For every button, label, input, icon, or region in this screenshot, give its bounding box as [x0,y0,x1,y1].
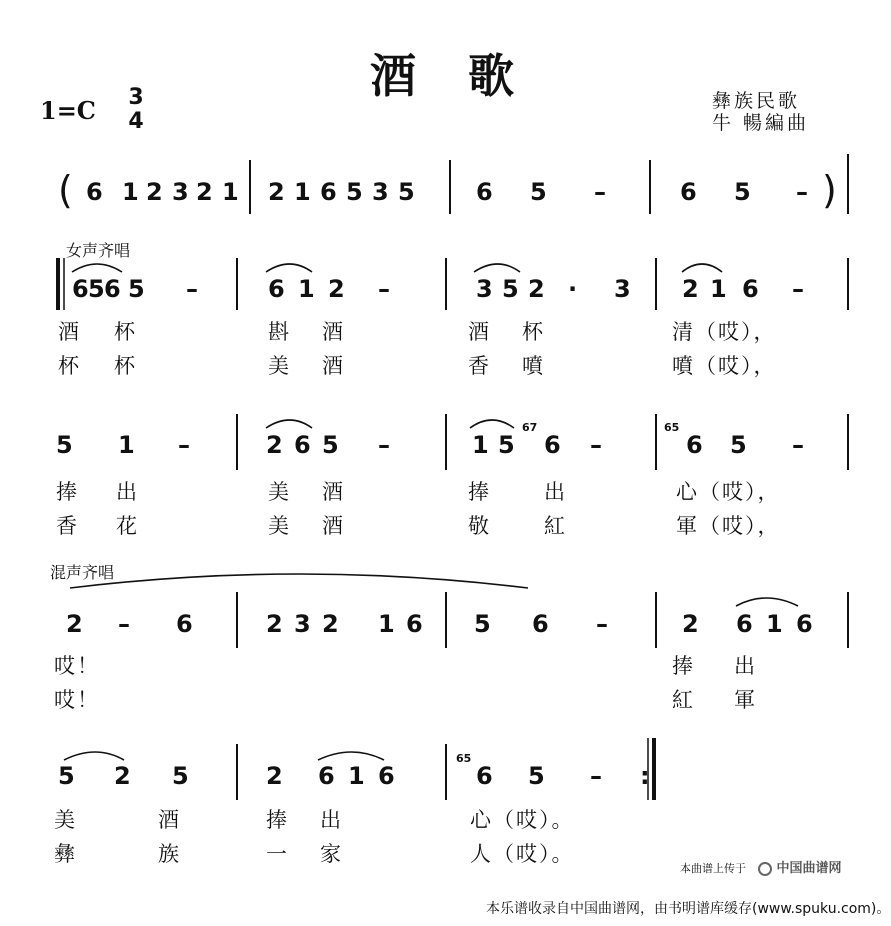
lyric-syllable: 噴 [522,354,545,378]
note: 2 [266,431,283,459]
note: 6 [294,431,311,459]
lyric-syllable: 出 [320,808,343,832]
open-paren: ( [58,168,73,212]
lyric-syllable: 敬 [468,514,491,538]
note: 2 [528,275,545,303]
note: 6 [72,275,89,303]
lyric-syllable: 人（哎）。 [470,842,575,866]
note: 1 [298,275,315,303]
note: 6 [796,610,813,638]
lyric-syllable: 斟 [268,320,291,344]
note: 3 [476,275,493,303]
note: 5 [398,178,415,206]
note: 1 [118,431,135,459]
lyric-syllable: 彝 [54,842,77,866]
footer-upload-label: 本曲谱上传于 [680,862,746,875]
note: 5 [322,431,339,459]
lyric-syllable: 酒 [158,808,181,832]
note: 6 [742,275,759,303]
note: – [378,431,390,459]
lyric-syllable: 捧 [468,480,491,504]
note: 6 [532,610,549,638]
note: 1 [472,431,489,459]
grace-note: 67 [522,421,538,434]
note: 1 [348,762,365,790]
lyric-syllable: 出 [116,480,139,504]
lyric-syllable: 美 [268,480,291,504]
note: 2 [328,275,345,303]
lyric-syllable: 紅 [544,514,567,538]
note: 6 [378,762,395,790]
note: 6 [686,431,703,459]
lyric-syllable: 酒 [58,320,81,344]
lyric-syllable: 一 [266,842,289,866]
lyric-syllable: 噴（哎）， [672,354,777,378]
note: 2 [66,610,83,638]
note: – [796,178,808,206]
lyric-syllable: 捧 [672,654,695,678]
note: 5 [172,762,189,790]
note: – [118,610,130,638]
note: 2 [322,610,339,638]
note: 2 [146,178,163,206]
lyric-syllable: 杯 [522,320,545,344]
note: 2 [268,178,285,206]
lyric-syllable: 哎！ [54,688,100,712]
note: 6 [544,431,561,459]
credit-origin: 彝族民歌 [712,90,801,112]
lyric-syllable: 花 [116,514,139,538]
note: 1 [294,178,311,206]
note: 5 [734,178,751,206]
note: – [378,275,390,303]
key-signature: 1=C [40,96,96,125]
note: 1 [222,178,239,206]
logo-text: 中国曲谱网 [776,861,842,876]
note: 6 [268,275,285,303]
note: 6 [476,178,493,206]
lyric-syllable: 酒 [322,354,345,378]
lyric-syllable: 美 [268,354,291,378]
lyric-syllable: 捧 [266,808,289,832]
song-title: 酒 歌 [370,49,533,103]
note: 5 [128,275,145,303]
note: 2 [196,178,213,206]
note: – [590,762,602,790]
note: 3 [614,275,631,303]
lyric-syllable: 香 [56,514,79,538]
note: 3 [294,610,311,638]
lyric-syllable: 家 [320,842,343,866]
grace-note: 65 [664,421,680,434]
note: 5 [346,178,363,206]
lyric-syllable: 紅 [672,688,695,712]
lyric-syllable: 酒 [322,320,345,344]
footer-notice: 本乐谱收录自中国曲谱网，由书明谱库缓存(www.spuku.com)。 [486,901,891,917]
grace-note: 65 [456,752,472,765]
note: 5 [474,610,491,638]
note: 6 [736,610,753,638]
note: 2 [114,762,131,790]
lyric-syllable: 哎！ [54,654,100,678]
note: 6 [320,178,337,206]
note: 5 [88,275,105,303]
section-label-mixed: 混声齐唱 [50,563,115,582]
note: · [568,275,578,303]
lyric-syllable: 軍 [734,688,757,712]
note: 5 [530,178,547,206]
note: – [596,610,608,638]
note: 3 [172,178,189,206]
note: 6 [176,610,193,638]
lyric-syllable: 出 [544,480,567,504]
note: 6 [318,762,335,790]
logo-icon [758,862,772,876]
note: 6 [680,178,697,206]
lyric-syllable: 杯 [114,320,137,344]
lyric-syllable: 酒 [322,480,345,504]
note: – [186,275,198,303]
note: – [792,275,804,303]
footer-site-logo [758,857,842,876]
note: – [792,431,804,459]
lyric-syllable: 美 [54,808,77,832]
note: 5 [502,275,519,303]
lyric-syllable: 酒 [322,514,345,538]
note: 2 [682,275,699,303]
note: 5 [58,762,75,790]
note: 2 [266,610,283,638]
note: 6 [476,762,493,790]
note: – [594,178,606,206]
note: 1 [378,610,395,638]
credit-arranger: 牛 暢編曲 [712,112,810,134]
close-paren: ) [822,168,837,212]
lyric-syllable: 清（哎）， [672,320,777,344]
lyric-syllable: 心（哎）， [676,480,781,504]
note: – [590,431,602,459]
note: 1 [122,178,139,206]
note: – [178,431,190,459]
time-signature-bottom: 4 [128,109,144,134]
note: 5 [56,431,73,459]
section-label-female: 女声齐唱 [66,241,131,260]
note: 5 [730,431,747,459]
note: 6 [104,275,121,303]
note: 6 [86,178,103,206]
lyric-syllable: 族 [158,842,181,866]
lyric-syllable: 美 [268,514,291,538]
lyric-syllable: 捧 [56,480,79,504]
lyric-syllable: 杯 [58,354,81,378]
note: 5 [498,431,515,459]
note: 2 [266,762,283,790]
lyric-syllable: 心（哎）。 [470,808,575,832]
note: 6 [406,610,423,638]
lyric-syllable: 杯 [114,354,137,378]
lyric-syllable: 軍（哎）， [676,514,781,538]
note: 2 [682,610,699,638]
note: 1 [710,275,727,303]
note: 3 [372,178,389,206]
lyric-syllable: 香 [468,354,491,378]
lyric-syllable: 酒 [468,320,491,344]
note: : [640,762,650,790]
note: 5 [528,762,545,790]
time-signature-top: 3 [128,85,144,110]
note: 1 [766,610,783,638]
lyric-syllable: 出 [734,654,757,678]
